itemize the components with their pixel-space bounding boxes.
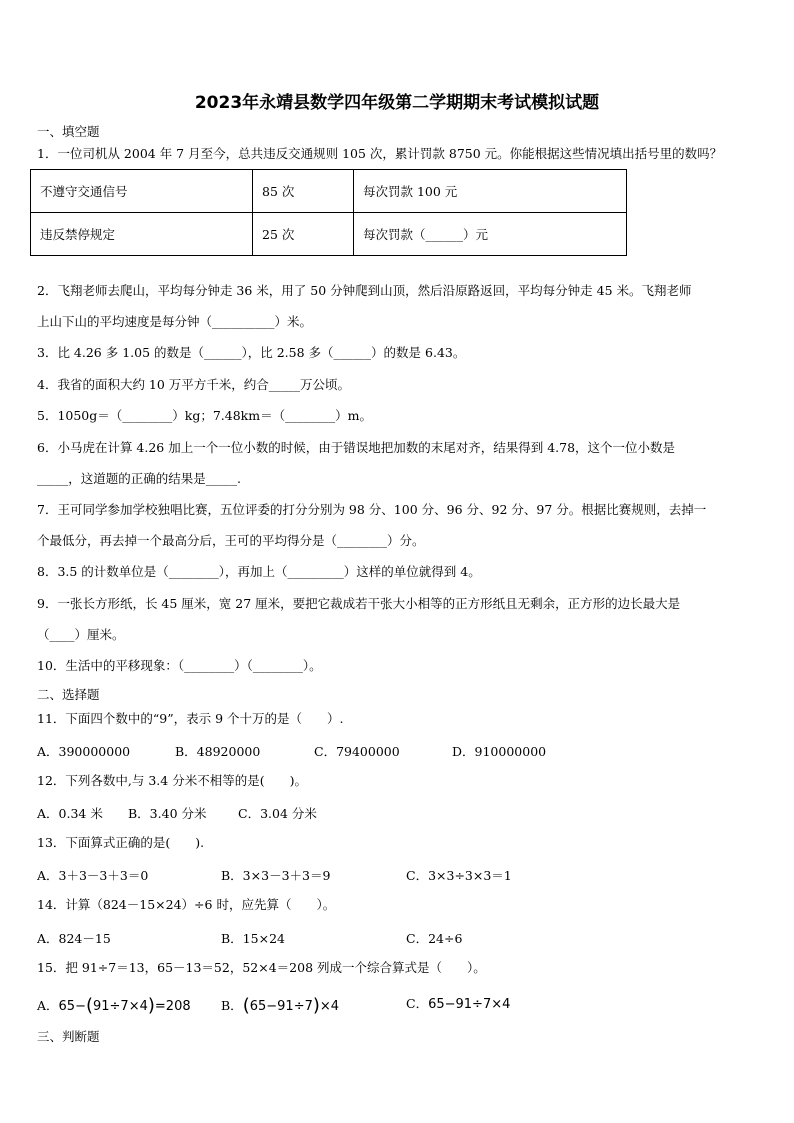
question-12-option-b: B．3.40 分米 [128, 806, 207, 821]
question-4: 4．我省的面积大约 10 万平方千米，约合_____万公顷。 [37, 377, 351, 392]
section-choice-heading: 二、选择题 [37, 687, 100, 702]
table-cell: 违反禁停规定 [31, 213, 253, 256]
section-judgement-heading: 三、判断题 [37, 1029, 100, 1044]
question-6-line-2: _____，这道题的正确的结果是_____. [37, 471, 241, 486]
math-part: ×4 [319, 999, 340, 1014]
table-row [31, 213, 627, 256]
question-15-option-c [406, 994, 510, 1012]
question-1-text: 1．一位司机从 2004 年 7 月至今，总共违反交通规则 105 次，累计罚款 8750 元。你能根据这些情况填出括号里的数吗？ [37, 146, 723, 161]
option-label: B． [221, 998, 243, 1013]
question-1-table [30, 169, 627, 256]
table-cell: 每次罚款 100 元 [354, 170, 627, 213]
table-cell: 85 次 [253, 170, 354, 213]
table-cell: 每次罚款（______）元 [354, 213, 627, 256]
page-title: 2023年永靖县数学四年级第二学期期末考试模拟试题 [194, 93, 600, 113]
question-15-text: 15．把 91÷7＝13，65－13＝52，52×4＝208 列成一个综合算式是（ ）。 [37, 960, 486, 975]
question-12-option-a: A．0.34 米 [37, 806, 103, 821]
math-expression [242, 995, 340, 1016]
question-7-line-1: 7．王可同学参加学校独唱比赛，五位评委的打分分别为 98 分、100 分、96 分、92 分、97 分。根据比赛规则，去掉一 [37, 502, 707, 517]
math-part: 65−91÷7 [249, 999, 313, 1014]
math-part: 65− [58, 999, 86, 1014]
math-part: 91÷7×4 [93, 999, 148, 1014]
question-15-option-b [221, 994, 339, 1015]
math-part: =208 [154, 999, 191, 1014]
question-15-option-a [37, 994, 191, 1015]
math-paren: ) [312, 995, 320, 1016]
question-14-text: 14．计算（824－15×24）÷6 时，应先算（ ）。 [37, 897, 336, 912]
option-label: A． [37, 998, 59, 1013]
question-2-line-1: 2．飞翔老师去爬山，平均每分钟走 36 米，用了 50 分钟爬到山顶，然后沿原路返回，平均每分钟走 45 米。飞翔老师 [37, 283, 692, 298]
math-expression: 65−91÷7×4 [428, 997, 511, 1012]
table-cell: 不遵守交通信号 [31, 170, 253, 213]
question-9-line-2: （____）厘米。 [37, 627, 125, 642]
question-11-option-b: B．48920000 [175, 744, 261, 759]
question-11-option-d: D．910000000 [452, 744, 547, 759]
math-expression [58, 995, 191, 1016]
question-13-option-b: B．3×3－3＋3＝9 [221, 868, 331, 883]
question-9-line-1: 9．一张长方形纸，长 45 厘米，宽 27 厘米，要把它裁成若干张大小相等的正方形纸且无剩余，正方形的边长最大是 [37, 596, 681, 611]
option-label: C． [406, 996, 429, 1011]
question-11-option-c: C．79400000 [314, 744, 400, 759]
question-3: 3．比 4.26 多 1.05 的数是（______），比 2.58 多（______）的数是 6.43。 [37, 345, 466, 360]
question-14-option-c: C．24÷6 [406, 931, 463, 946]
question-12-option-c: C．3.04 分米 [238, 806, 317, 821]
question-13-option-a: A．3＋3－3＋3＝0 [37, 868, 149, 883]
question-14-option-b: B．15×24 [221, 931, 285, 946]
question-2-line-2: 上山下山的平均速度是每分钟（__________）米。 [37, 314, 313, 329]
math-paren: ( [242, 995, 250, 1016]
question-8: 8．3.5 的计数单位是（________），再加上（_________）这样的单位就得到 4。 [37, 564, 481, 579]
question-13-option-c: C．3×3÷3×3＝1 [406, 868, 512, 883]
question-13-text: 13．下面算式正确的是( ). [37, 835, 205, 850]
table-row [31, 170, 627, 213]
section-fill-in-heading: 一、填空题 [37, 124, 100, 139]
question-11-option-a: A．390000000 [37, 744, 131, 759]
question-10: 10．生活中的平移现象：（________）（________）。 [37, 658, 322, 673]
question-11-text: 11．下面四个数中的“9”，表示 9 个十万的是（ ）. [37, 711, 344, 726]
question-6-line-1: 6．小马虎在计算 4.26 加上一个一位小数的时候，由于错误地把加数的末尾对齐，结果得到 4.78，这个一位小数是 [37, 440, 676, 455]
question-14-option-a: A．824－15 [37, 931, 111, 946]
math-paren: ( [85, 995, 93, 1016]
question-12-text: 12．下列各数中,与 3.4 分米不相等的是( )。 [37, 773, 307, 788]
question-5: 5．1050g＝（________）kg；7.48km＝（________）m。 [37, 408, 372, 423]
question-7-line-2: 个最低分，再去掉一个最高分后，王可的平均得分是（________）分。 [37, 533, 425, 548]
math-paren: ) [147, 995, 155, 1016]
table-cell: 25 次 [253, 213, 354, 256]
